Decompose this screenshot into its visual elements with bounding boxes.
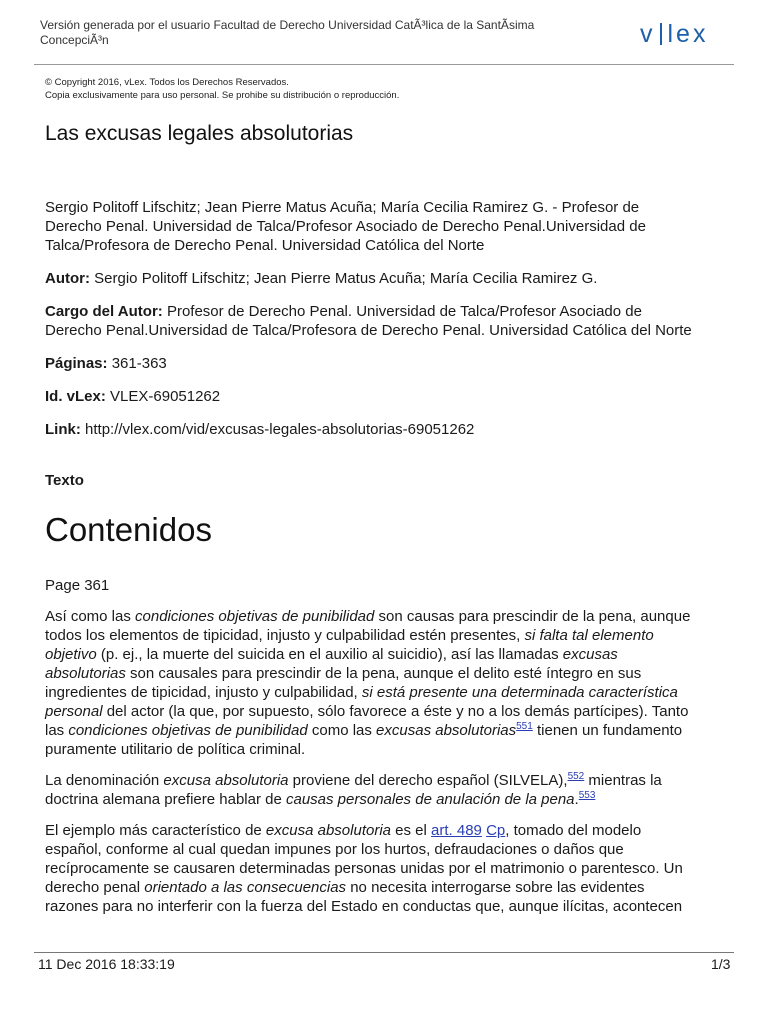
text-run: como las (307, 722, 377, 739)
document-title: Las excusas legales absolutorias (45, 122, 354, 145)
text-run: del actor (la que, por supuesto, sólo favorece a éste y no a los demás partícipes). Tanto las (45, 703, 689, 739)
authors-line: Sergio Politoff Lifschitz; Jean Pierre Matus Acuña; María Cecilia Ramirez G. - Profesor de Derecho Penal. Universidad de Talca/Profesor Asociado de Derecho Penal.Universidad de Talca/Profesora de Derecho Penal. Universidad Católica del Norte (45, 199, 646, 254)
meta-autor (45, 269, 695, 288)
italic-run: excusas absolutorias (45, 646, 618, 682)
italic-run: si falta tal elemento objetivo (45, 627, 654, 663)
id-value: VLEX-69051262 (105, 388, 221, 405)
copyright-line-1: © Copyright 2016, vLex. Todos los Derechos Reservados. (45, 77, 289, 88)
header-divider (34, 64, 734, 65)
footnote-link-553[interactable]: 553 (578, 790, 596, 801)
paginas-value: 361-363 (107, 355, 167, 372)
text-run: no necesita interrogarse sobre las evidentes razones para no interferir con la fuerza del Estado en conductas que, aunque ilícitas, acontecen (45, 879, 683, 915)
paginas-label: Páginas: (45, 355, 108, 372)
footnote-link-551[interactable]: 551 (516, 721, 533, 732)
footer-divider (34, 952, 734, 953)
italic-run: excusa absolutoria (265, 822, 391, 839)
italic-run: condiciones objetivas de punibilidad (68, 722, 308, 739)
footer-page-number: 1/3 (711, 956, 731, 972)
text-run: La denominación (45, 772, 164, 789)
text-run: son causas para prescindir de la pena, aunque todos los elementos de tipicidad, injusto y culpabilidad estén presentes, (45, 608, 691, 644)
meta-link (45, 420, 695, 439)
text-run: El ejemplo más característico de (45, 822, 266, 839)
text-run: son causales para prescindir de la pena, aunque el delito esté íntegro en sus ingredientes de tipicidad, injusto y culpabilidad, (45, 665, 642, 701)
autor-value: Sergio Politoff Lifschitz; Jean Pierre Matus Acuña; María Cecilia Ramirez G. (90, 270, 598, 287)
logo-lex: lex (667, 20, 709, 48)
logo-divider (660, 23, 662, 45)
link-label: Link: (45, 421, 81, 438)
italic-run: orientado a las consecuencias (144, 879, 347, 896)
text-run: proviene del derecho español (SILVELA), (288, 772, 568, 789)
id-label: Id. vLex: (45, 388, 106, 405)
italic-run: si está presente una determinada característica personal (45, 684, 678, 720)
footer-timestamp: 11 Dec 2016 18:33:19 (38, 956, 175, 972)
texto-label: Texto (45, 472, 84, 489)
text-run: Así como las (45, 608, 136, 625)
italic-run: excusa absolutoria (163, 772, 289, 789)
text-run: (p. ej., la muerte del suicida en el auxilio al suicidio), así las llamadas (96, 646, 563, 663)
link-value[interactable]: http://vlex.com/vid/excusas-legales-absolutorias-69051262 (80, 421, 475, 438)
italic-run: condiciones objetivas de punibilidad (135, 608, 375, 625)
cargo-value: Profesor de Derecho Penal. Universidad de Talca/Profesor Asociado de Derecho Penal.Universidad de Talca/Profesora de Derecho Penal. Universidad Católica del Norte (45, 303, 692, 339)
copyright-notice (45, 76, 399, 102)
document-body (45, 120, 695, 916)
text-run: . (574, 791, 579, 808)
autor-label: Autor: (45, 270, 90, 287)
italic-run: causas personales de anulación de la pena (285, 791, 575, 808)
logo-v: v (640, 20, 656, 48)
generated-by-note: Versión generada por el usuario Facultad de Derecho Universidad CatÃ³lica de la SantÃsima ConcepciÃ³n (40, 18, 535, 47)
meta-paginas (45, 354, 695, 373)
cargo-label: Cargo del Autor: (45, 303, 163, 320)
codigo-penal-link[interactable]: Cp (486, 822, 506, 839)
paragraph-3 (45, 821, 695, 916)
meta-id (45, 387, 695, 406)
text-run: es el (391, 822, 432, 839)
paragraph-1 (45, 607, 695, 759)
copyright-line-2: Copia exclusivamente para uso personal. Se prohibe su distribución o reproducción. (45, 90, 400, 101)
page-marker: Page 361 (45, 577, 110, 594)
footnote-link-552[interactable]: 552 (567, 771, 585, 782)
meta-cargo (45, 302, 695, 340)
contents-heading: Contenidos (45, 511, 212, 548)
page-header (0, 0, 768, 70)
text-run: , tomado del modelo español, conforme al cual quedan impunes por los hurtos, defraudaciones o daños que recíprocamente se causaren determinadas personas unidas por el matrimonio o parentesco. Un derecho penal (45, 822, 683, 896)
article-489-link[interactable]: art. 489 (431, 822, 482, 839)
vlex-logo[interactable] (640, 20, 708, 49)
paragraph-2 (45, 771, 695, 809)
italic-run: excusas absolutorias (376, 722, 517, 739)
text-run: tienen un fundamento puramente utilitario de política criminal. (45, 722, 683, 758)
text-run: mientras la doctrina alemana prefiere hablar de (45, 772, 662, 808)
